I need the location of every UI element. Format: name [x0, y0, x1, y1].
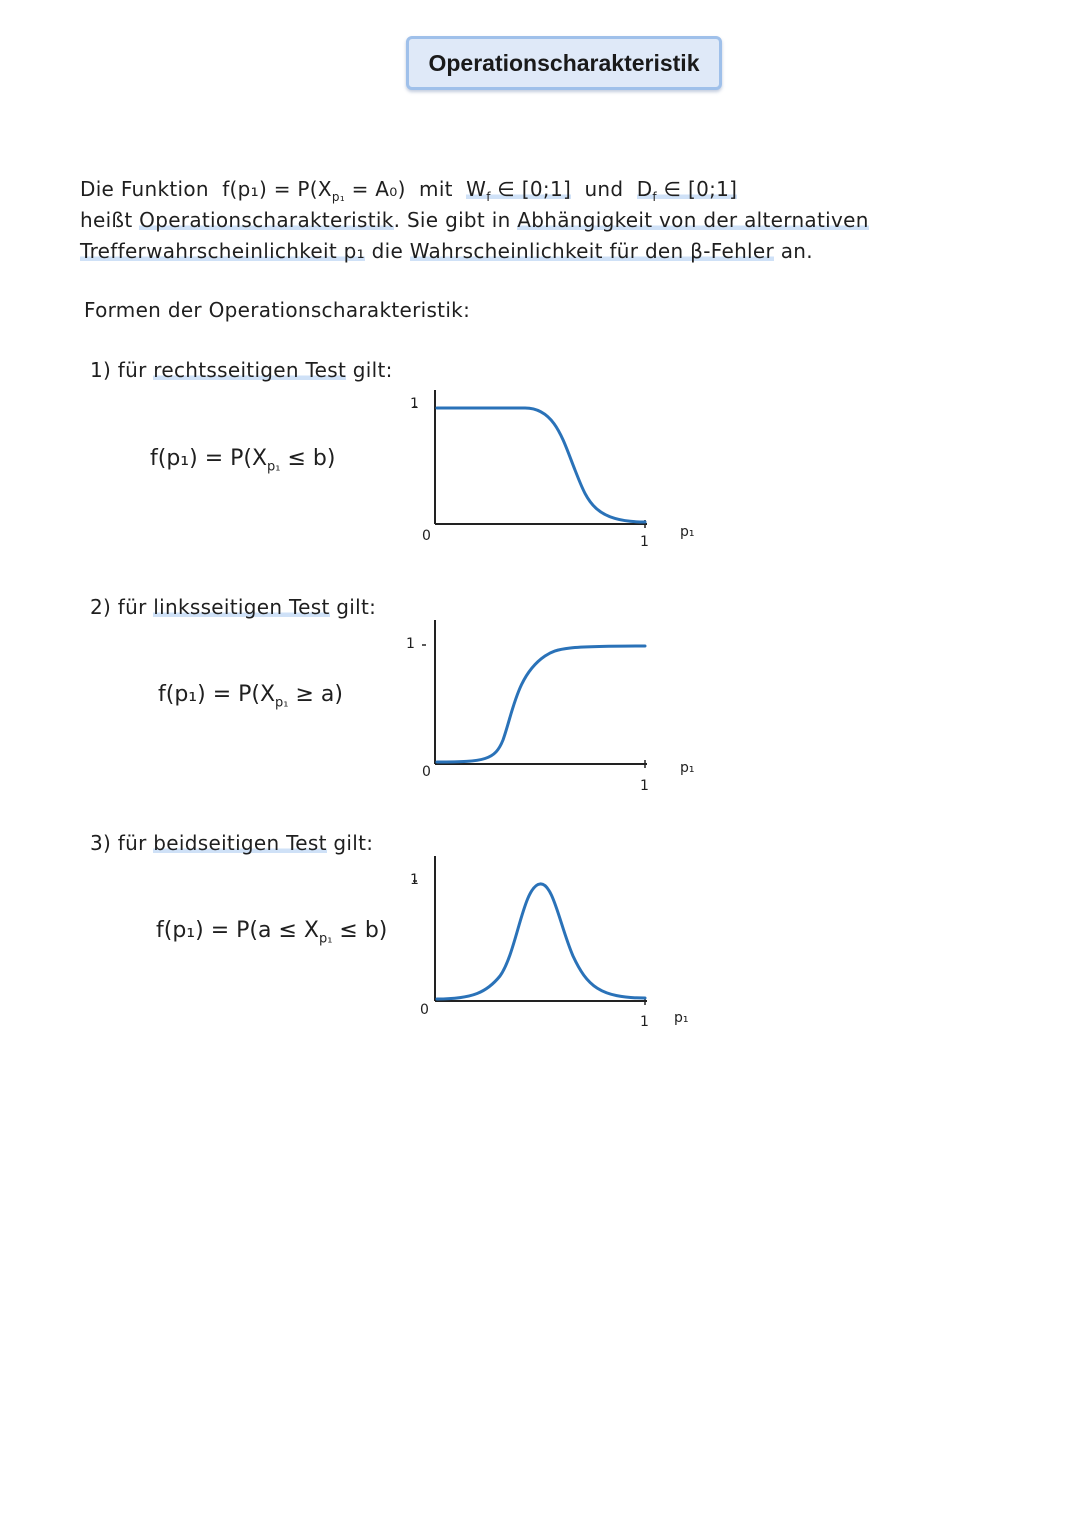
- forms-heading: Formen der Operationscharakteristik:: [84, 298, 471, 322]
- origin-label: 0: [422, 764, 431, 780]
- intro-line-2: heißt Operationscharakteristik. Sie gibt in Abhängigkeit von der alternativen: [80, 208, 869, 232]
- term-highlight: Operationscharakteristik: [139, 208, 394, 232]
- x-tick-label: 1: [640, 1014, 649, 1030]
- x-axis-label: p₁: [680, 524, 695, 540]
- title-box: [406, 36, 722, 90]
- x-tick-label: 1: [640, 778, 649, 794]
- oc-curve-left-sided: [395, 620, 725, 820]
- intro-text: mit: [419, 177, 453, 201]
- x-tick-label: 1: [640, 534, 649, 550]
- case-1-label: 1) für rechtsseitigen Test gilt:: [90, 358, 393, 382]
- origin-label: 0: [422, 528, 431, 544]
- x-axis-label: p₁: [674, 1010, 689, 1026]
- text-highlight: Wahrscheinlichkeit für den β-Fehler: [409, 239, 775, 263]
- intro-text: und: [584, 177, 624, 201]
- case-1-formula: $f(p_1) = P(X_{p_1} \le b)$: [150, 446, 336, 475]
- curve: [437, 884, 645, 999]
- case-2-formula: $f(p_1) = P(X_{p_1} \ge a)$: [158, 682, 343, 711]
- case-3-formula: $f(p_1) = P(a \le X_{p_1} \le b)$: [156, 918, 388, 947]
- curve: [437, 646, 645, 762]
- text-highlight: Trefferwahrscheinlichkeit p₁: [80, 239, 365, 263]
- intro-line-3: Trefferwahrscheinlichkeit p₁ die Wahrscheinlichkeit für den β-Fehler an.: [80, 239, 813, 263]
- oc-curve-right-sided: [395, 380, 725, 580]
- case-3-label: 3) für beidseitigen Test gilt:: [90, 831, 374, 855]
- y-tick-label: 1: [410, 396, 419, 412]
- y-tick-label: 1: [410, 872, 419, 888]
- domain-range: $D_f$ ∈ [0;1]: [636, 177, 738, 204]
- text-highlight: Abhängigkeit von der alternativen: [517, 208, 869, 232]
- intro-formula: $f(p_1) = P(X_{p_1} = A_0)$: [222, 177, 406, 204]
- x-axis-label: p₁: [680, 760, 695, 776]
- y-tick-label: 1: [406, 636, 415, 652]
- page-title: Operationscharakteristik: [428, 49, 700, 76]
- origin-label: 0: [420, 1002, 429, 1018]
- curve: [437, 408, 645, 522]
- case-2-label: 2) für linksseitigen Test gilt:: [90, 595, 377, 619]
- intro-line-1: [80, 176, 737, 210]
- oc-curve-two-sided: [395, 856, 725, 1056]
- intro-text: Die Funktion: [80, 177, 209, 201]
- value-range: $W_f$ ∈ [0;1]: [466, 177, 572, 204]
